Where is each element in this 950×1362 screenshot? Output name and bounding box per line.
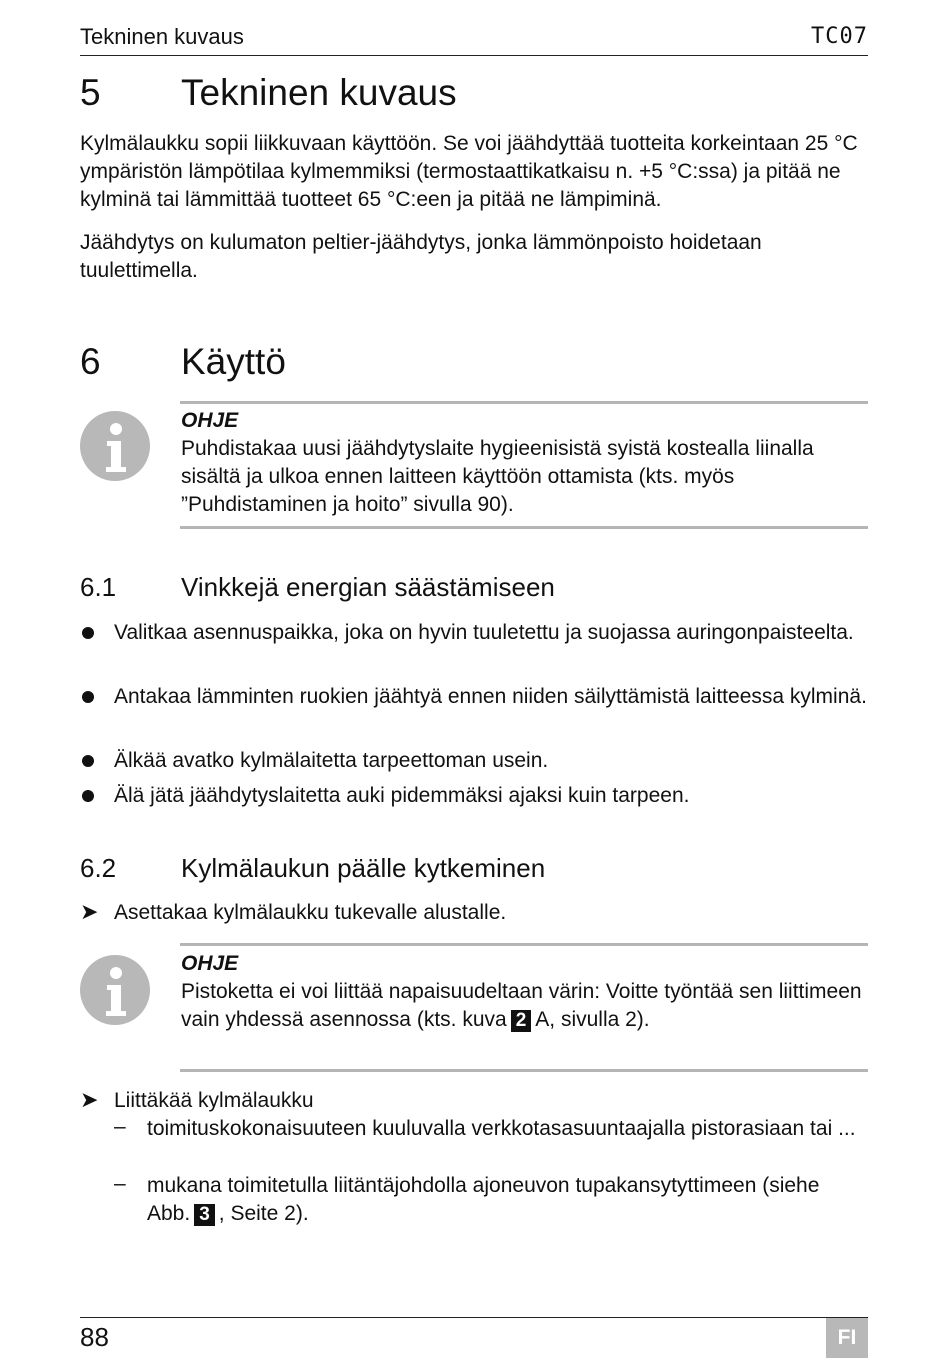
note-bottom-rule: [180, 1069, 868, 1072]
bullet-item: Antakaa lämminten ruokien jäähtyä ennen niiden säilyttämistä laitteessa kylminä.: [114, 685, 867, 708]
step-arrow-icon: ➤: [80, 899, 99, 924]
section-5-paragraph-2: Jäähdytys on kulumaton peltier-jäähdytys, jonka lämmönpoisto hoidetaan tuulettimella.: [80, 231, 762, 282]
note-text: Puhdistakaa uusi jäähdytyslaite hygieenisistä syistä kostealla liinalla sisältä ja ulkoa ennen laitteen käyttöön ottamista (kts. myös ”Puhdistaminen ja hoito” sivulla 90).: [181, 437, 814, 516]
section-6-2-heading: [80, 853, 870, 885]
note-top-rule: [180, 943, 868, 946]
section-title: Kylmälaukun päälle kytkeminen: [181, 853, 546, 883]
info-icon: [80, 411, 150, 481]
step-item: Liittäkää kylmälaukku: [114, 1089, 314, 1112]
note-title: OHJE: [181, 409, 239, 432]
bullet-icon: [82, 790, 94, 802]
bullet-icon: [82, 627, 94, 639]
step-item: Asettakaa kylmälaukku tukevalle alustalle.: [114, 901, 507, 924]
section-5-paragraph-1: Kylmälaukku sopii liikkuvaan käyttöön. Se voi jäähdyttää tuotteita korkeintaan 25 °C ympäristön lämpötilaa kylmemmiksi (termostaattikatkaisu n. +5 °C:ssa) ja pitää ne kylminä tai lämmittää tuotteet 65 °C:een ja pitää ne lämpiminä.: [80, 132, 858, 211]
bullet-icon: [82, 755, 94, 767]
figure-reference-badge: 3: [194, 1204, 215, 1226]
step-arrow-icon: ➤: [80, 1087, 99, 1112]
section-5-heading: [80, 72, 870, 116]
sub-item: toimituskokonaisuuteen kuuluvalla verkkotasasuuntaajalla pistorasiaan tai ...: [147, 1117, 856, 1140]
bullet-item: Valitkaa asennuspaikka, joka on hyvin tuuletettu ja suojassa auringonpaisteelta.: [114, 621, 854, 644]
note-title: OHJE: [181, 952, 239, 975]
language-tab: FI: [826, 1318, 868, 1358]
note-box: [181, 950, 869, 1034]
section-6-1-heading: [80, 572, 870, 604]
section-number: 6: [80, 341, 101, 382]
footer-rule: [80, 1317, 868, 1318]
section-title: Tekninen kuvaus: [181, 72, 457, 113]
note-text: Pistoketta ei voi liittää napaisuudeltaan värin: Voitte työntää sen liittimeen vain yhdessä asennossa (kts. kuva: [181, 980, 862, 1031]
note-text-end: A, sivulla 2).: [535, 1008, 650, 1031]
header-rule: [80, 55, 868, 56]
info-icon: [80, 955, 150, 1025]
bullet-item: Älä jätä jäähdytyslaitetta auki pidemmäksi ajaksi kuin tarpeen.: [114, 784, 690, 807]
sub-item-text-end: , Seite 2).: [218, 1202, 309, 1225]
section-title: Vinkkejä energian säästämiseen: [181, 572, 555, 602]
running-header-title: Tekninen kuvaus: [80, 24, 244, 49]
section-number: 6.2: [80, 853, 117, 883]
section-number: 5: [80, 72, 101, 113]
section-6-heading: [80, 341, 870, 385]
note-box: [181, 407, 869, 519]
running-header-model: TC07: [811, 24, 868, 49]
figure-reference-badge: 2: [511, 1010, 532, 1032]
sub-item: [147, 1172, 867, 1228]
sub-item-text: mukana toimitetulla liitäntäjohdolla ajoneuvon tupakansytyttimeen (siehe Abb.: [147, 1174, 820, 1225]
bullet-item: Älkää avatko kylmälaitetta tarpeettoman usein.: [114, 749, 549, 772]
note-bottom-rule: [180, 526, 868, 529]
page-number: 88: [80, 1322, 109, 1352]
note-top-rule: [180, 401, 868, 404]
section-number: 6.1: [80, 572, 117, 602]
dash-marker: –: [114, 1115, 126, 1138]
section-title: Käyttö: [181, 341, 286, 382]
bullet-icon: [82, 691, 94, 703]
dash-marker: –: [114, 1172, 126, 1195]
